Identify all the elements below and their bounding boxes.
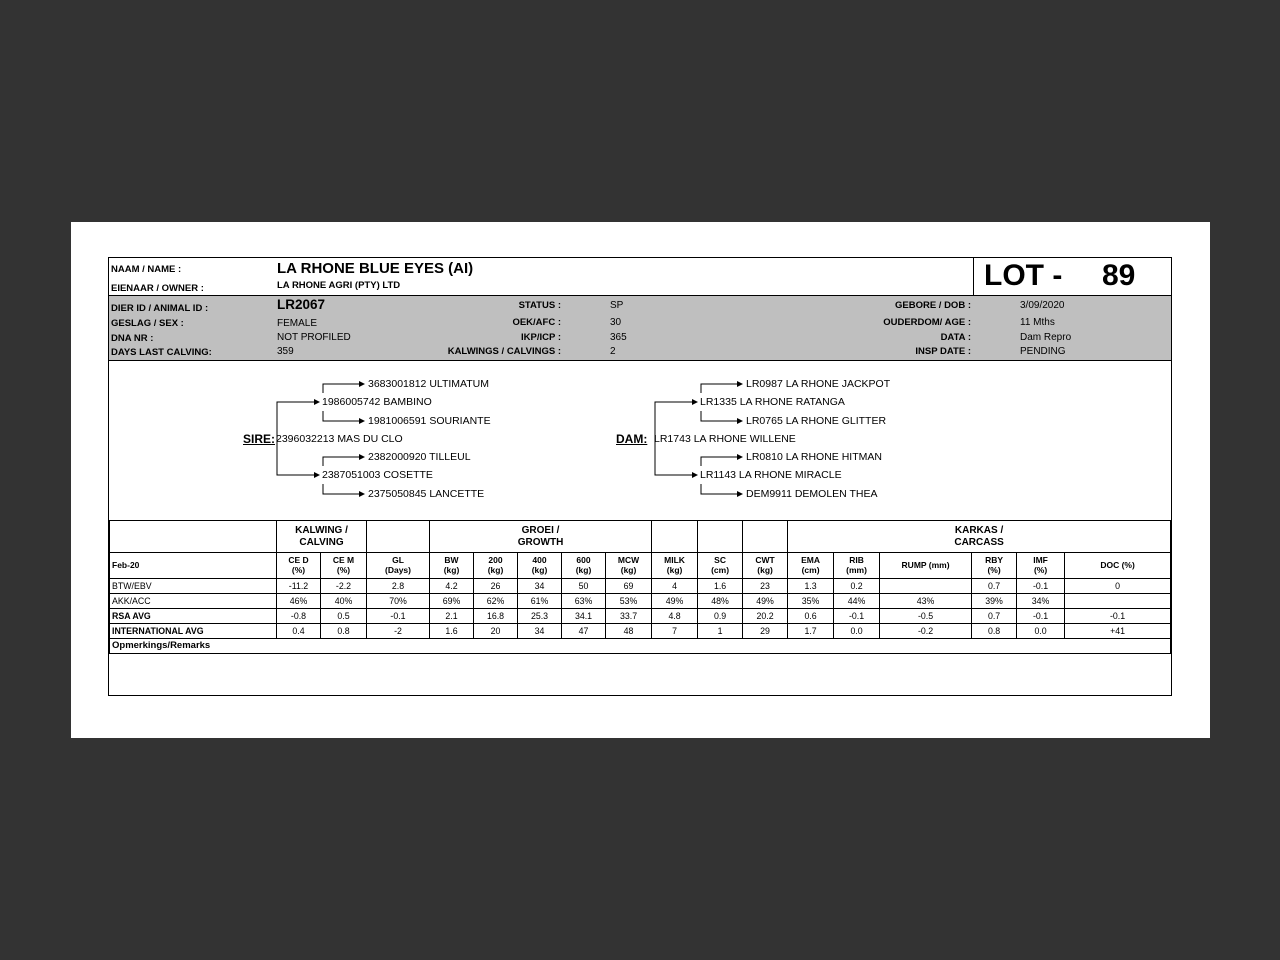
ebv-cell: 0.7: [972, 609, 1017, 624]
ebv-row: [110, 594, 1171, 609]
name-label: NAAM / NAME :: [111, 264, 182, 275]
ebv-cell: 69: [606, 579, 652, 594]
header-row: [109, 258, 1171, 296]
ebv-cell: 0.6: [788, 609, 834, 624]
empty-cell: [698, 521, 743, 553]
sex-label: GESLAG / SEX :: [111, 318, 184, 329]
ebv-cell: 69%: [430, 594, 474, 609]
ebv-cell: 46%: [277, 594, 321, 609]
ebv-cell: 34%: [1017, 594, 1065, 609]
ebv-cell: 49%: [743, 594, 788, 609]
col-header: MILK (kg): [652, 553, 698, 579]
col-header: MCW (kg): [606, 553, 652, 579]
dam-name: LR1743 LA RHONE WILLENE: [654, 433, 796, 445]
ebv-row: [110, 609, 1171, 624]
sire-dam: 2387051003 COSETTE: [322, 469, 433, 481]
animal-id: LR2067: [277, 297, 326, 312]
calving-group: [277, 521, 367, 553]
owner-name: LA RHONE AGRI (PTY) LTD: [277, 280, 401, 291]
ebv-cell: 26: [474, 579, 518, 594]
ebv-cell: -11.2: [277, 579, 321, 594]
data-label: DATA :: [940, 332, 971, 343]
ikp-label: IKP/ICP :: [521, 332, 561, 343]
ebv-cell: 61%: [518, 594, 562, 609]
data-value: Dam Repro: [1020, 332, 1072, 343]
ebv-cell: 0.8: [972, 624, 1017, 639]
sire-sire-sire: 3683001812 ULTIMATUM: [368, 378, 490, 390]
oek-value: 30: [610, 317, 622, 328]
ebv-row-label: AKK/ACC: [110, 594, 277, 609]
remarks-area: [109, 653, 1171, 696]
ebv-cell: 1.6: [698, 579, 743, 594]
growth-group-l2: GROWTH: [517, 536, 564, 548]
ebv-cell: 16.8: [474, 609, 518, 624]
ebv-body: [110, 579, 1171, 639]
ebv-cell: 40%: [321, 594, 367, 609]
ebv-cell: 63%: [562, 594, 606, 609]
ebv-cell: 0.4: [277, 624, 321, 639]
sire-label: SIRE:: [243, 432, 276, 446]
ebv-cell: [880, 579, 972, 594]
ebv-cell: 39%: [972, 594, 1017, 609]
age-value: 11 Mths: [1020, 317, 1055, 328]
col-header: 400 (kg): [518, 553, 562, 579]
status-value: SP: [610, 300, 624, 311]
ebv-cell: 4: [652, 579, 698, 594]
col-header: RUMP (mm): [880, 553, 972, 579]
insp-date-label: INSP DATE :: [915, 346, 971, 357]
ebv-cell: 2.1: [430, 609, 474, 624]
dam-dam-sire: LR0810 LA RHONE HITMAN: [746, 451, 882, 463]
ebv-cell: 29: [743, 624, 788, 639]
ebv-cell: 43%: [880, 594, 972, 609]
ebv-cell: 33.7: [606, 609, 652, 624]
ebv-cell: -2: [367, 624, 430, 639]
ebv-cell: -0.1: [834, 609, 880, 624]
ebv-cell: 50: [562, 579, 606, 594]
empty-cell: [743, 521, 788, 553]
sire-name: 2396032213 MAS DU CLO: [276, 433, 403, 445]
ebv-cell: -0.1: [1065, 609, 1171, 624]
lot-box: [973, 258, 1172, 295]
ebv-cell: 7: [652, 624, 698, 639]
period-label: Feb-20: [110, 553, 277, 579]
ebv-cell: 0.9: [698, 609, 743, 624]
ebv-cell: [1065, 594, 1171, 609]
lot-label: LOT -: [984, 259, 1063, 292]
col-header: CWT (kg): [743, 553, 788, 579]
ebv-cell: 25.3: [518, 609, 562, 624]
dob-label: GEBORE / DOB :: [894, 300, 971, 311]
dam-dam-dam: DEM9911 DEMOLEN THEA: [746, 488, 878, 500]
ebv-row-label: RSA AVG: [110, 609, 277, 624]
ebv-cell: 48: [606, 624, 652, 639]
col-header: IMF (%): [1017, 553, 1065, 579]
ebv-cell: 0.5: [321, 609, 367, 624]
col-header: 600 (kg): [562, 553, 606, 579]
empty-cell: [110, 521, 277, 553]
growth-group: [430, 521, 652, 553]
col-header: RIB (mm): [834, 553, 880, 579]
ebv-cell: 20.2: [743, 609, 788, 624]
ebv-cell: 49%: [652, 594, 698, 609]
ebv-cell: 70%: [367, 594, 430, 609]
ebv-cell: 34.1: [562, 609, 606, 624]
lot-number: 89: [1102, 259, 1136, 292]
empty-cell: [652, 521, 698, 553]
dam-sire-sire: LR0987 LA RHONE JACKPOT: [746, 378, 891, 390]
dam-sire-dam: LR0765 LA RHONE GLITTER: [746, 415, 887, 427]
col-header: GL (Days): [367, 553, 430, 579]
ebv-cell: 47: [562, 624, 606, 639]
animal-id-label: DIER ID / ANIMAL ID :: [111, 303, 209, 314]
ebv-cell: 53%: [606, 594, 652, 609]
dam-sire: LR1335 LA RHONE RATANGA: [700, 396, 845, 408]
col-header: CE M (%): [321, 553, 367, 579]
ebv-cell: 48%: [698, 594, 743, 609]
ebv-cell: -0.2: [880, 624, 972, 639]
ebv-group-row: [110, 521, 1171, 553]
ebv-cell: 1.6: [430, 624, 474, 639]
calving-group-l1: KALWING /: [295, 525, 348, 536]
status-label: STATUS :: [518, 300, 561, 311]
col-header: RBY (%): [972, 553, 1017, 579]
ebv-cell: -0.5: [880, 609, 972, 624]
dob-value: 3/09/2020: [1020, 300, 1065, 311]
carcass-group-l1: KARKAS /: [954, 525, 1004, 536]
ebv-cell: 0: [1065, 579, 1171, 594]
sire-sire-dam: 1981006591 SOURIANTE: [368, 415, 491, 427]
sire-dam-sire: 2382000920 TILLEUL: [368, 451, 471, 463]
sire-dam-dam: 2375050845 LANCETTE: [368, 488, 485, 500]
ebv-row: [110, 624, 1171, 639]
ebv-cell: 0.7: [972, 579, 1017, 594]
ebv-cell: -0.1: [1017, 609, 1065, 624]
ebv-cell: -0.1: [367, 609, 430, 624]
ebv-row-label: INTERNATIONAL AVG: [110, 624, 277, 639]
ebv-cell: 34: [518, 579, 562, 594]
ebv-cell: 34: [518, 624, 562, 639]
ebv-cell: 23: [743, 579, 788, 594]
sire-sire: 1986005742 BAMBINO: [322, 396, 432, 408]
remarks-label: Opmerkings/Remarks: [110, 639, 1171, 654]
remarks-row: [110, 639, 1171, 654]
carcass-group: [788, 521, 1171, 553]
ebv-cell: 2.8: [367, 579, 430, 594]
ebv-cell: 0.8: [321, 624, 367, 639]
col-header: DOC (%): [1065, 553, 1171, 579]
dna-label: DNA NR :: [111, 333, 154, 344]
ebv-cell: -2.2: [321, 579, 367, 594]
ebv-column-header-row: [110, 553, 1171, 579]
document-sheet: [71, 222, 1210, 738]
ebv-cell: +41: [1065, 624, 1171, 639]
ebv-row: [110, 579, 1171, 594]
col-header: SC (cm): [698, 553, 743, 579]
owner-label: EIENAAR / OWNER :: [111, 283, 204, 294]
calvings-label: KALWINGS / CALVINGS :: [447, 346, 561, 357]
days-calving-label: DAYS LAST CALVING:: [111, 347, 212, 358]
oek-label: OEK/AFC :: [512, 317, 561, 328]
ebv-cell: 1.7: [788, 624, 834, 639]
ebv-cell: 44%: [834, 594, 880, 609]
ebv-cell: 62%: [474, 594, 518, 609]
age-label: OUDERDOM/ AGE :: [883, 317, 971, 328]
ebv-cell: 1.3: [788, 579, 834, 594]
ebv-cell: 35%: [788, 594, 834, 609]
ebv-table: [109, 520, 1171, 654]
ebv-cell: -0.1: [1017, 579, 1065, 594]
ebv-table-wrap: [109, 520, 1171, 654]
ebv-cell: 0.0: [1017, 624, 1065, 639]
dam-dam: LR1143 LA RHONE MIRACLE: [700, 469, 842, 481]
sex-value: FEMALE: [277, 318, 318, 329]
ebv-cell: 1: [698, 624, 743, 639]
col-header: EMA (cm): [788, 553, 834, 579]
ebv-row-label: BTW/EBV: [110, 579, 277, 594]
ebv-cell: 0.2: [834, 579, 880, 594]
dam-label: DAM:: [616, 432, 648, 446]
carcass-group-l2: CARCASS: [954, 536, 1004, 548]
ebv-cell: 4.8: [652, 609, 698, 624]
calving-group-l2: CALVING: [299, 536, 344, 548]
sale-card: [108, 257, 1172, 696]
col-header: BW (kg): [430, 553, 474, 579]
ebv-cell: -0.8: [277, 609, 321, 624]
empty-cell: [367, 521, 430, 553]
col-header: 200 (kg): [474, 553, 518, 579]
col-header: CE D (%): [277, 553, 321, 579]
days-calving-value: 359: [277, 346, 294, 357]
insp-date-value: PENDING: [1020, 346, 1066, 357]
pedigree-section: [109, 361, 1171, 521]
calvings-value: 2: [610, 346, 616, 357]
animal-name: LA RHONE BLUE EYES (AI): [277, 260, 474, 277]
details-band: [109, 296, 1171, 361]
growth-group-l1: GROEI /: [521, 525, 560, 536]
ebv-cell: 0.0: [834, 624, 880, 639]
ikp-value: 365: [610, 332, 627, 343]
dna-value: NOT PROFILED: [277, 332, 351, 343]
ebv-cell: 20: [474, 624, 518, 639]
ebv-cell: 4.2: [430, 579, 474, 594]
